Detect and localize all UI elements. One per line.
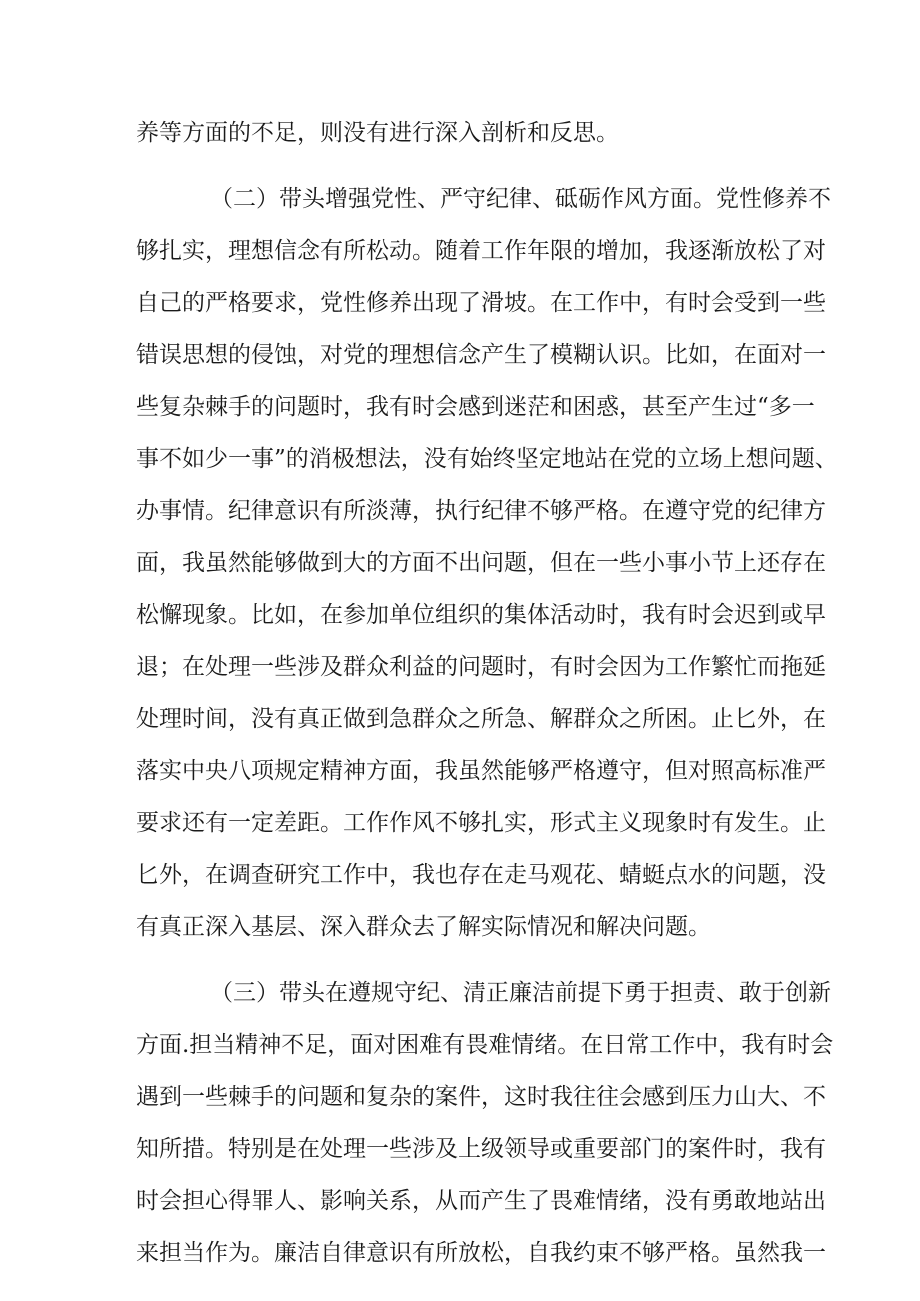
text-line: 些复杂棘手的问题时，我有时会感到迷茫和困惑，甚至产生过“多一 [136,394,815,420]
text-line: 错误思想的侵蚀，对党的理想信念产生了模糊认识。比如，在面对一 [136,342,826,368]
text-line: 落实中央八项规定精神方面，我虽然能够严格遵守，但对照高标准严 [136,758,826,784]
text-line: （三）带头在遵规守纪、清正廉洁前提下勇于担责、敢于创新 [210,980,831,1006]
text-line: 面，我虽然能够做到大的方面不出问题，但在一些小事小节上还存在 [136,550,826,576]
document-body [136,107,838,1279]
text-line: 来担当作为。廉洁自律意识有所放松，自我约束不够严格。虽然我一 [136,1240,826,1266]
text-line: 养等方面的不足，则没有进行深入剖析和反思。 [136,120,619,146]
text-line: （二）带头增强党性、严守纪律、砥砺作风方面。党性修养不 [210,186,831,212]
text-line: 方面.担当精神不足，面对困难有畏难情绪。在日常工作中，我有时会 [136,1032,834,1058]
text-line: 处理时间，没有真正做到急群众之所急、解群众之所困。止匕外，在 [136,706,826,732]
text-line: 够扎实，理想信念有所松动。随着工作年限的增加，我逐渐放松了对 [136,238,826,264]
text-line: 遇到一些棘手的问题和复杂的案件，这时我往往会感到压力山大、不 [136,1084,826,1110]
paragraph-continuation [136,107,796,159]
text-line: 匕外，在调查研究工作中，我也存在走马观花、蜻蜓点水的问题，没 [136,862,826,888]
text-line: 时会担心得罪人、影响关系，从而产生了畏难情绪，没有勇敢地站出 [136,1188,826,1214]
text-line: 要求还有一定差距。工作作风不够扎实，形式主义现象时有发生。止 [136,810,826,836]
text-line: 事不如少一事”的消极想法，没有始终坚定地站在党的立场上想问题、 [136,446,838,472]
paragraph-section-3 [136,967,834,1279]
text-line: 自己的严格要求，党性修养出现了滑坡。在工作中，有时会受到一些 [136,290,826,316]
text-line: 退；在处理一些涉及群众利益的问题时，有时会因为工作繁忙而拖延 [136,654,826,680]
text-line: 松懈现象。比如，在参加单位组织的集体活动时，我有时会迟到或早 [136,602,826,628]
paragraph-section-2 [136,173,838,953]
text-line: 有真正深入基层、深入群众去了解实际情况和解决问题。 [136,914,711,940]
text-line: 办事情。纪律意识有所淡薄，执行纪律不够严格。在遵守党的纪律方 [136,498,826,524]
text-line: 知所措。特别是在处理一些涉及上级领导或重要部门的案件时，我有 [136,1136,826,1162]
